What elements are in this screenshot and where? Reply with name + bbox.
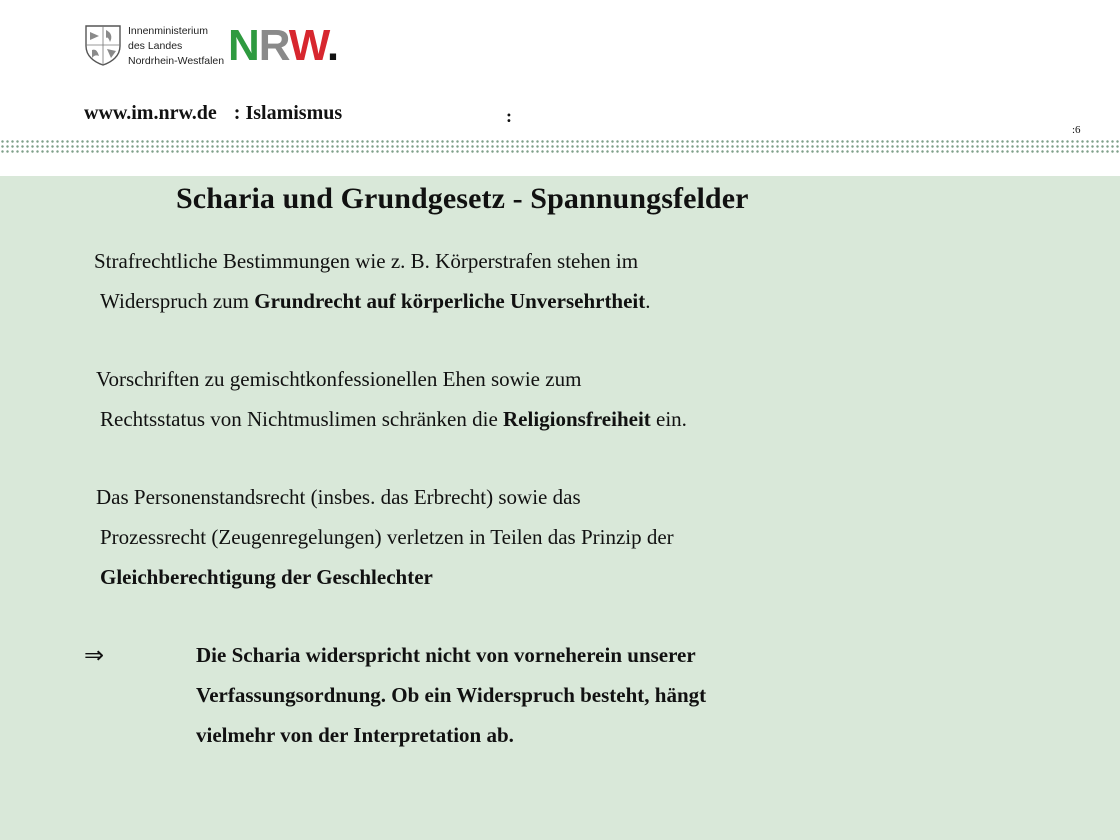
ministry-line-2: des Landes [128,40,183,52]
nrw-crest-icon [84,24,122,66]
website-url: www.im.nrw.de [84,102,217,124]
conclusion-line-1: Die Scharia widerspricht nicht von vorneherein unserer [196,643,696,667]
point-2-line-2 [100,406,687,432]
point-3-emphasis: Gleichberechtigung der Geschlechter [100,565,433,589]
point-3-line-2: Prozessrecht (Zeugenregelungen) verletzen in Teilen das Prinzip der [100,525,674,549]
conclusion-line-3: vielmehr von der Interpretation ab. [196,723,514,747]
point-1-text: Widerspruch zum [100,289,255,313]
header-colon: : [506,106,512,126]
conclusion-line-2: Verfassungsordnung. Ob ein Widerspruch besteht, hängt [196,683,707,707]
ministry-line-1: Innenministerium [128,25,208,37]
point-1-tail: . [645,289,651,313]
point-3-line-1: Das Personenstandsrecht (insbes. das Erbrecht) sowie das [96,485,581,509]
point-2-emphasis: Religionsfreiheit [503,407,651,431]
svg-text:NRW.: NRW. [228,22,339,66]
point-1-emphasis: Grundrecht auf körperliche Unversehrtheit [254,289,646,313]
point-2-tail: ein. [650,407,687,431]
page-number: :6 [1072,124,1081,136]
header-site-line [84,102,342,125]
ministry-line-3: Nordrhein-Westfalen [128,55,225,67]
point-2-line-1: Vorschriften zu gemischtkonfessionellen Ehen sowie zum [96,367,582,391]
slide-content [0,176,1120,840]
point-3-line-3 [100,564,433,590]
implies-arrow-icon: ⇒ [84,641,105,669]
ministry-name [128,24,224,69]
point-2-text: Rechtsstatus von Nichtmuslimen schränken die [100,407,504,431]
point-1-line-1: Strafrechtliche Bestimmungen wie z. B. Körperstrafen stehen im [94,249,639,273]
slide-title: Scharia und Grundgesetz - Spannungsfelder [176,182,749,215]
nrw-logo [228,22,348,66]
header-topic: : Islamismus [233,102,343,124]
point-1-line-2 [100,288,651,314]
dotted-divider [0,139,1120,155]
slide-header [0,0,1120,176]
